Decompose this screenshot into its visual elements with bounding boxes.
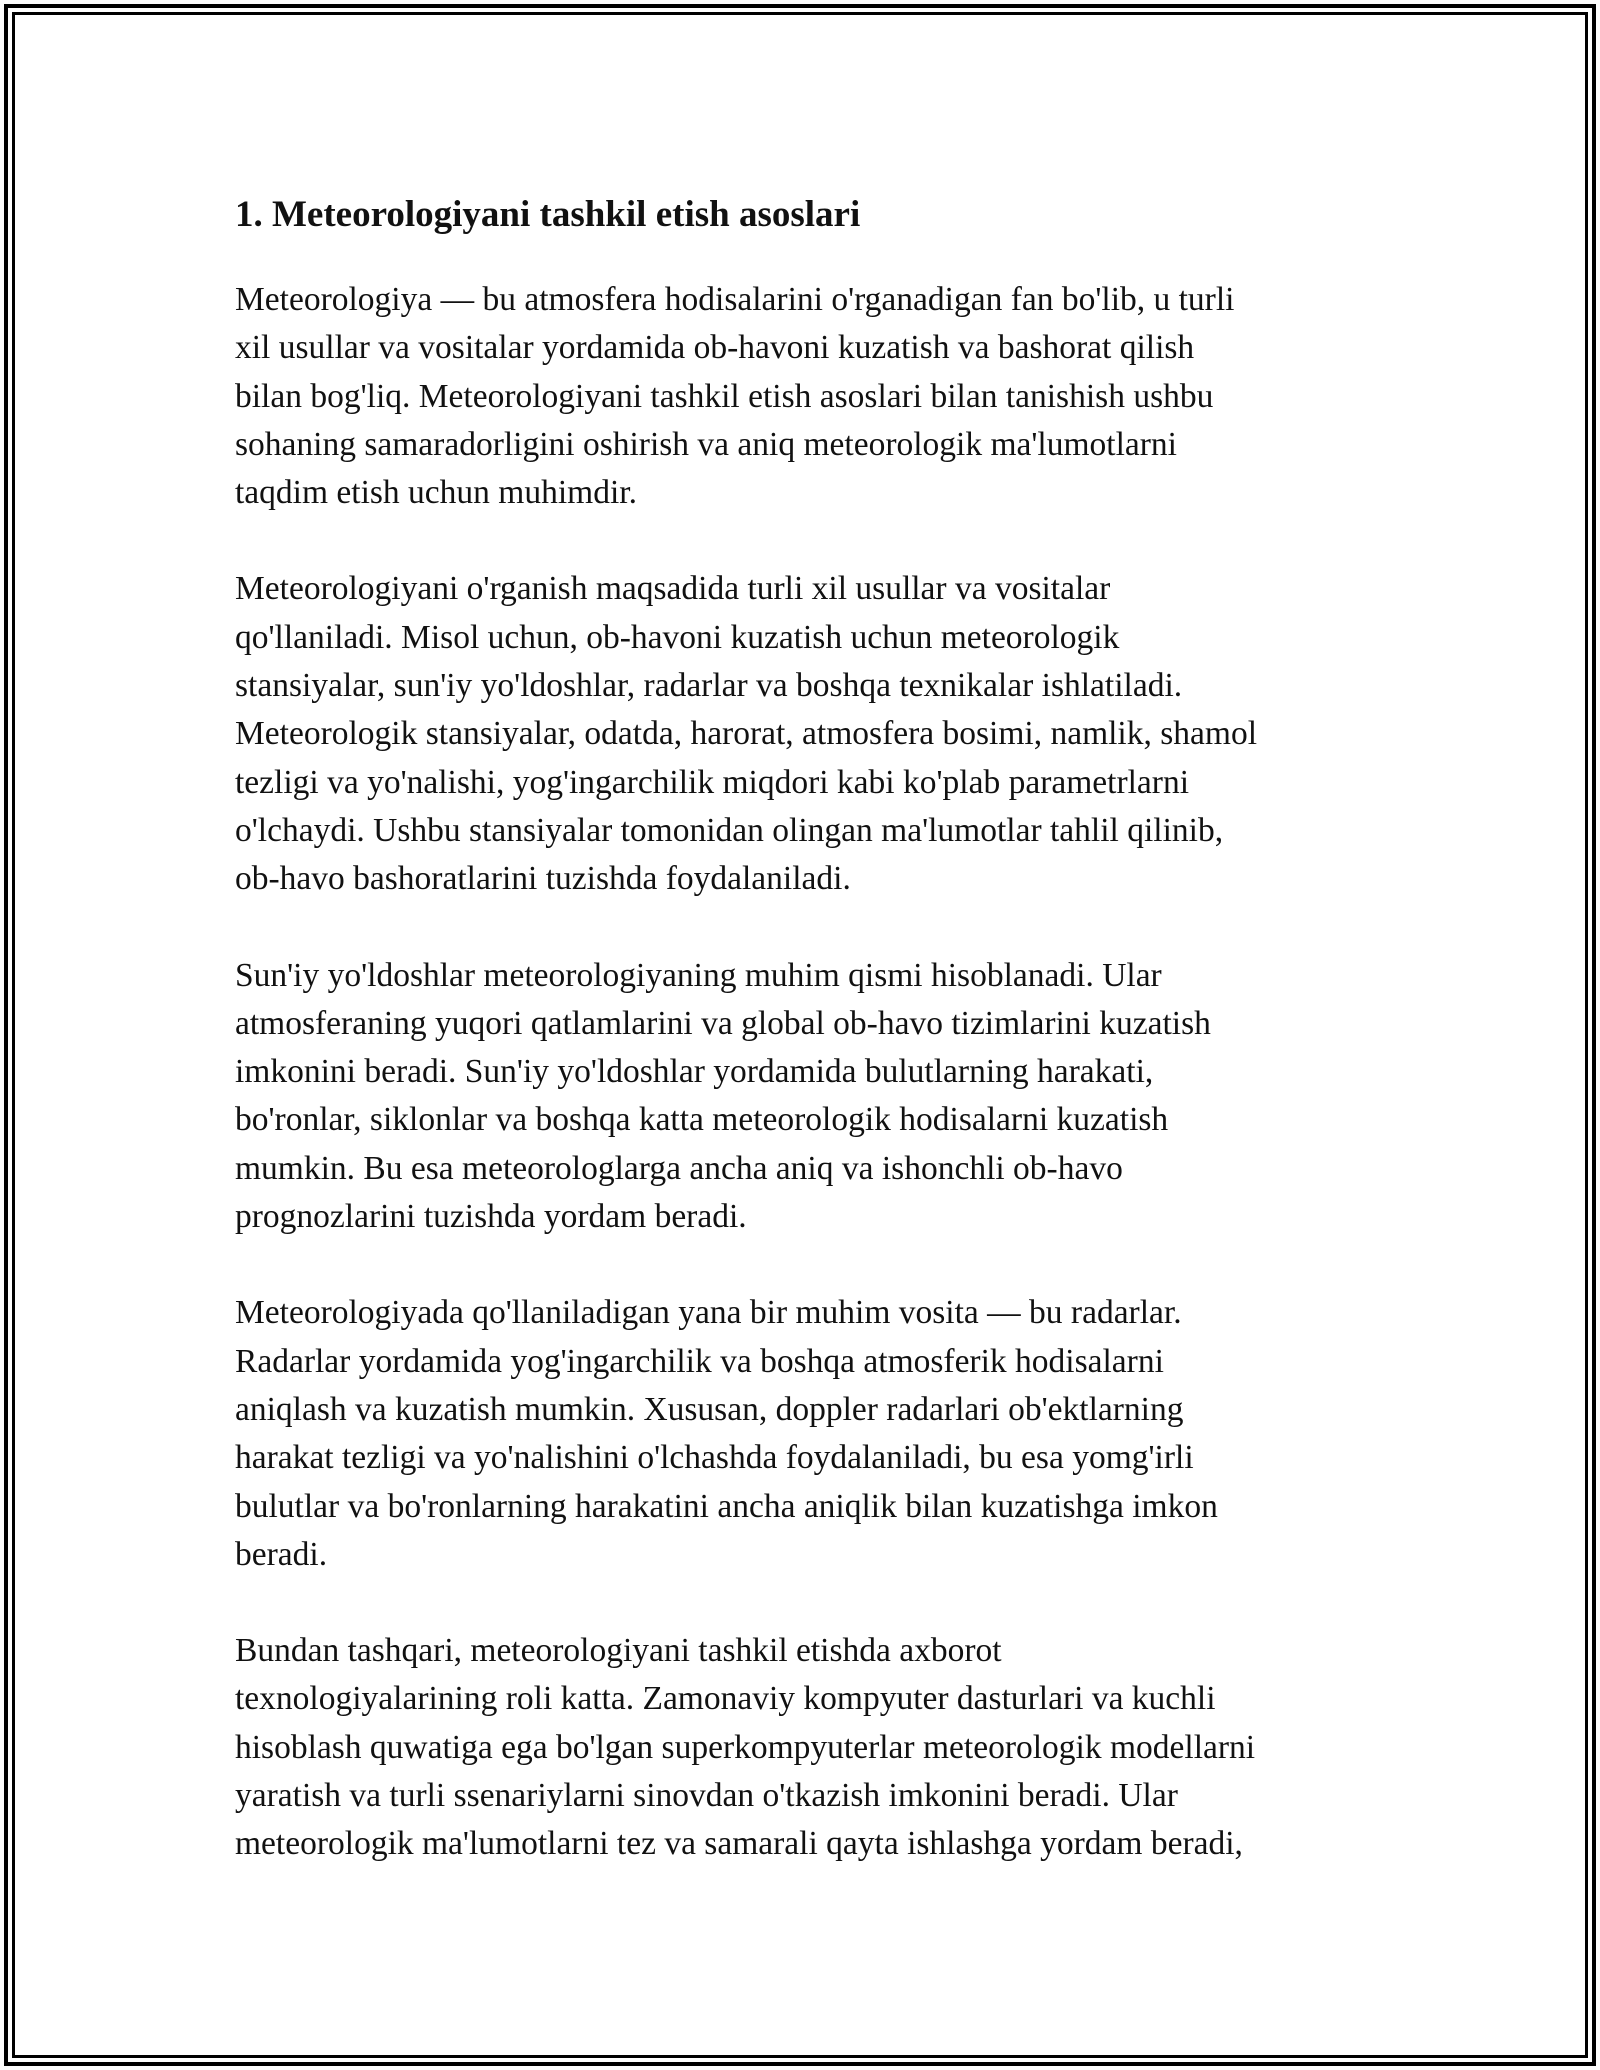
text-line: harakat tezligi va yo'nalishini o'lchashda foydalaniladi, bu esa yomg'irli	[235, 1439, 1194, 1477]
text-line: sohaning samaradorligini oshirish va aniq meteorologik ma'lumotlarni	[235, 425, 1177, 463]
paragraph-4	[235, 1289, 1375, 1579]
text-line: Meteorologiyani o'rganish maqsadida turli xil usullar va vositalar	[235, 570, 1111, 608]
text-line: bo'ronlar, siklonlar va boshqa katta meteorologik hodisalarni kuzatish	[235, 1101, 1169, 1139]
text-line: atmosferaning yuqori qatlamlarini va global ob-havo tizimlarini kuzatish	[235, 1004, 1211, 1042]
text-line: prognozlarini tuzishda yordam beradi.	[235, 1198, 747, 1236]
section-heading: 1. Meteorologiyani tashkil etish asoslari	[235, 194, 861, 235]
text-line: texnologiyalarining roli katta. Zamonaviy kompyuter dasturlari va kuchli	[235, 1680, 1216, 1718]
paragraph-2	[235, 565, 1375, 903]
text-line: beradi.	[235, 1535, 328, 1573]
text-line: ob-havo bashoratlarini tuzishda foydalaniladi.	[235, 860, 851, 898]
text-line: meteorologik ma'lumotlarni tez va samarali qayta ishlashga yordam beradi,	[235, 1825, 1243, 1863]
text-line: Meteorologik stansiyalar, odatda, harorat, atmosfera bosimi, namlik, shamol	[235, 715, 1258, 753]
text-line: xil usullar va vositalar yordamida ob-havoni kuzatish va bashorat qilish	[235, 329, 1195, 367]
text-line: taqdim etish uchun muhimdir.	[235, 474, 637, 512]
text-line: stansiyalar, sun'iy yo'ldoshlar, radarlar va boshqa texnikalar ishlatiladi.	[235, 667, 1183, 705]
document-body	[235, 180, 1375, 1917]
text-line: tezligi va yo'nalishi, yog'ingarchilik miqdori kabi ko'plab parametrlarni	[235, 763, 1189, 801]
text-line: Bundan tashqari, meteorologiyani tashkil etishda axborot	[235, 1632, 1002, 1670]
text-line: mumkin. Bu esa meteorologlarga ancha aniq va ishonchli ob-havo	[235, 1149, 1123, 1187]
text-line: imkonini beradi. Sun'iy yo'ldoshlar yordamida bulutlarning harakati,	[235, 1053, 1154, 1091]
text-line: Sun'iy yo'ldoshlar meteorologiyaning muhim qismi hisoblanadi. Ular	[235, 956, 1162, 994]
text-line: qo'llaniladi. Misol uchun, ob-havoni kuzatish uchun meteorologik	[235, 618, 1120, 656]
paragraph-1	[235, 276, 1375, 517]
text-line: bilan bog'liq. Meteorologiyani tashkil etish asoslari bilan tanishish ushbu	[235, 377, 1214, 415]
text-line: o'lchaydi. Ushbu stansiyalar tomonidan olingan ma'lumotlar tahlil qilinib,	[235, 811, 1224, 849]
paragraph-3	[235, 952, 1375, 1242]
text-line: hisoblash quwatiga ega bo'lgan superkompyuterlar meteorologik modellarni	[235, 1728, 1256, 1766]
text-line: Radarlar yordamida yog'ingarchilik va boshqa atmosferik hodisalarni	[235, 1342, 1164, 1380]
text-line: bulutlar va bo'ronlarning harakatini ancha aniqlik bilan kuzatishga imkon	[235, 1487, 1218, 1525]
text-line: Meteorologiyada qo'llaniladigan yana bir muhim vosita — bu radarlar.	[235, 1294, 1182, 1332]
paragraph-5	[235, 1627, 1375, 1868]
text-line: aniqlash va kuzatish mumkin. Xususan, doppler radarlari ob'ektlarning	[235, 1390, 1184, 1428]
text-line: Meteorologiya — bu atmosfera hodisalarini o'rganadigan fan bo'lib, u turli	[235, 281, 1235, 318]
text-line: yaratish va turli ssenariylarni sinovdan o'tkazish imkonini beradi. Ular	[235, 1777, 1178, 1815]
